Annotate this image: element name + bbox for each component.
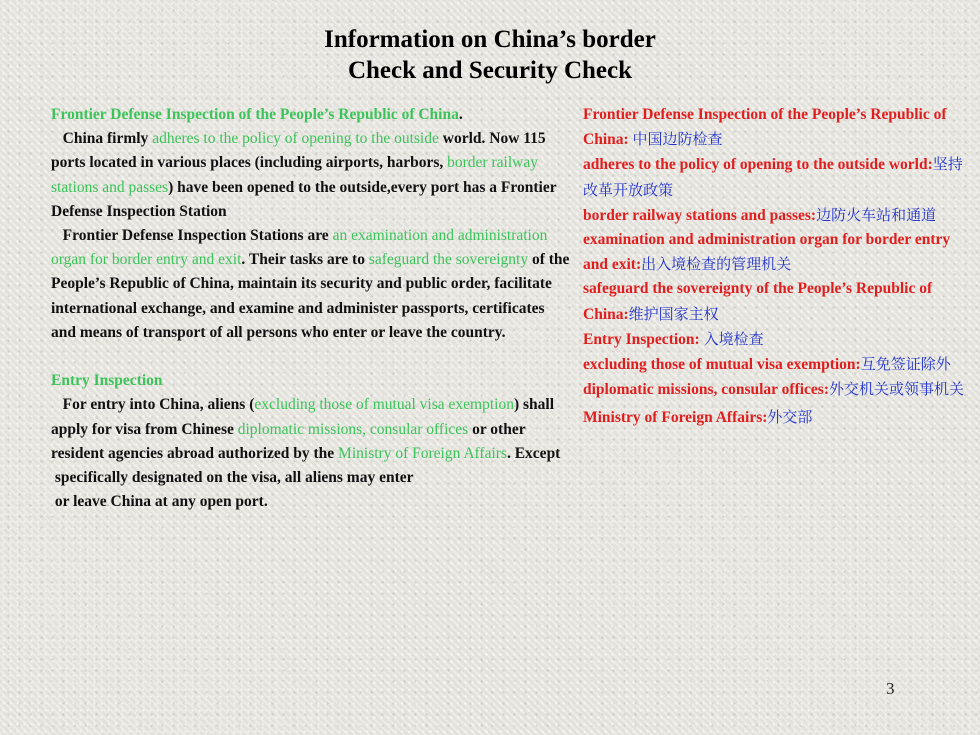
glossary-item-4 <box>583 228 968 277</box>
page-number: 3 <box>886 679 895 698</box>
glossary-en: Ministry of Foreign Affairs: <box>583 409 768 427</box>
glossary-item-8 <box>583 377 968 402</box>
title-line-2: Check and Security Check <box>347 57 633 84</box>
heading-frontier-text: Frontier Defense Inspection of the People’s Republic of China <box>51 106 459 123</box>
highlight-railway-stations: border railway stations and passes <box>51 154 538 196</box>
glossary-zh: 坚持改革开放政策 <box>583 155 963 199</box>
heading-entry-text: Entry Inspection <box>51 372 163 390</box>
glossary-en: Entry Inspection: <box>583 330 704 348</box>
glossary-zh: 中国边防检查 <box>632 130 723 149</box>
glossary-en: adheres to the policy of opening to the outside world: <box>583 156 933 174</box>
glossary-en: excluding those of mutual visa exemption: <box>583 356 861 374</box>
highlight-opening-policy: adheres to the policy of opening to the outside <box>152 130 439 148</box>
paragraph-stations-tasks <box>51 224 571 345</box>
heading-frontier-period: . <box>458 106 463 123</box>
p3-text-c: or other resident agencies abroad authorized by the <box>51 420 526 462</box>
p1-text-a: China firmly <box>62 130 153 148</box>
paragraph-entry-line-f <box>51 490 571 514</box>
glossary-item-5 <box>583 277 968 326</box>
p3-text-e: specifically designated on the visa, all aliens may enter <box>54 469 414 487</box>
paragraph-ports <box>51 127 571 224</box>
paragraph-entry-visa <box>51 393 571 466</box>
glossary-item-7 <box>583 352 968 377</box>
highlight-visa-exemption: excluding those of mutual visa exemption <box>254 396 514 414</box>
main-text-column <box>51 103 571 514</box>
glossary-zh: 边防火车站和通道 <box>816 205 937 224</box>
p1-text-b: world. Now 115 ports located in various places (including airports, harbors, <box>51 130 546 172</box>
glossary-en: border railway stations and passes: <box>583 206 817 224</box>
highlight-examination-organ: an examination and administration organ for border entry and exit <box>51 227 548 269</box>
glossary-item-3 <box>583 203 968 228</box>
glossary-item-2 <box>583 152 968 202</box>
highlight-sovereignty: safeguard the sovereignty <box>368 251 529 269</box>
glossary-zh: 维护国家主权 <box>628 304 719 323</box>
glossary-en: Frontier Defense Inspection of the People’s Republic of China: <box>583 106 947 149</box>
glossary-item-1 <box>583 103 968 152</box>
glossary-column <box>583 103 968 431</box>
glossary-en: diplomatic missions, consular offices: <box>583 381 829 399</box>
p2-text-a: Frontier Defense Inspection Stations are <box>62 227 333 245</box>
highlight-diplomatic-missions: diplomatic missions, consular offices <box>237 420 469 438</box>
spacer <box>51 345 571 369</box>
glossary-zh: 外交部 <box>767 408 813 427</box>
slide-title <box>0 24 980 86</box>
p3-text-b: ) shall apply for visa from Chinese <box>51 396 555 438</box>
glossary-item-6 <box>583 327 968 352</box>
p2-text-b: . Their tasks are to <box>241 251 369 269</box>
glossary-zh: 入境检查 <box>703 329 764 348</box>
p3-text-d: . Except <box>506 444 561 462</box>
highlight-foreign-ministry: Ministry of Foreign Affairs <box>338 444 507 462</box>
glossary-zh: 互免签证除外 <box>860 355 951 374</box>
p1-text-c: ) have been opened to the outside,every port has a Frontier Defense Inspection Station <box>51 178 557 220</box>
section-heading-frontier <box>51 103 571 127</box>
p3-text-a: For entry into China, aliens ( <box>62 396 255 414</box>
glossary-zh: 出入境检查的管理机关 <box>641 255 792 274</box>
section-heading-entry <box>51 369 571 393</box>
paragraph-entry-line-e <box>51 466 571 490</box>
glossary-en: safeguard the sovereignty of the People’s Republic of China: <box>583 280 933 323</box>
glossary-en: examination and administration organ for border entry and exit: <box>583 231 951 274</box>
p2-text-c: of the People’s Republic of China, maintain its security and public order, facilitate international exchange, and examine and administer passports, certificates and means of transport of all persons who enter or leave the country. <box>51 251 570 341</box>
glossary-item-9 <box>583 405 968 430</box>
glossary-zh: 外交机关或领事机关 <box>829 380 965 399</box>
p3-text-f: or leave China at any open port. <box>54 493 268 511</box>
title-line-1: Information on China’s border <box>324 26 656 53</box>
